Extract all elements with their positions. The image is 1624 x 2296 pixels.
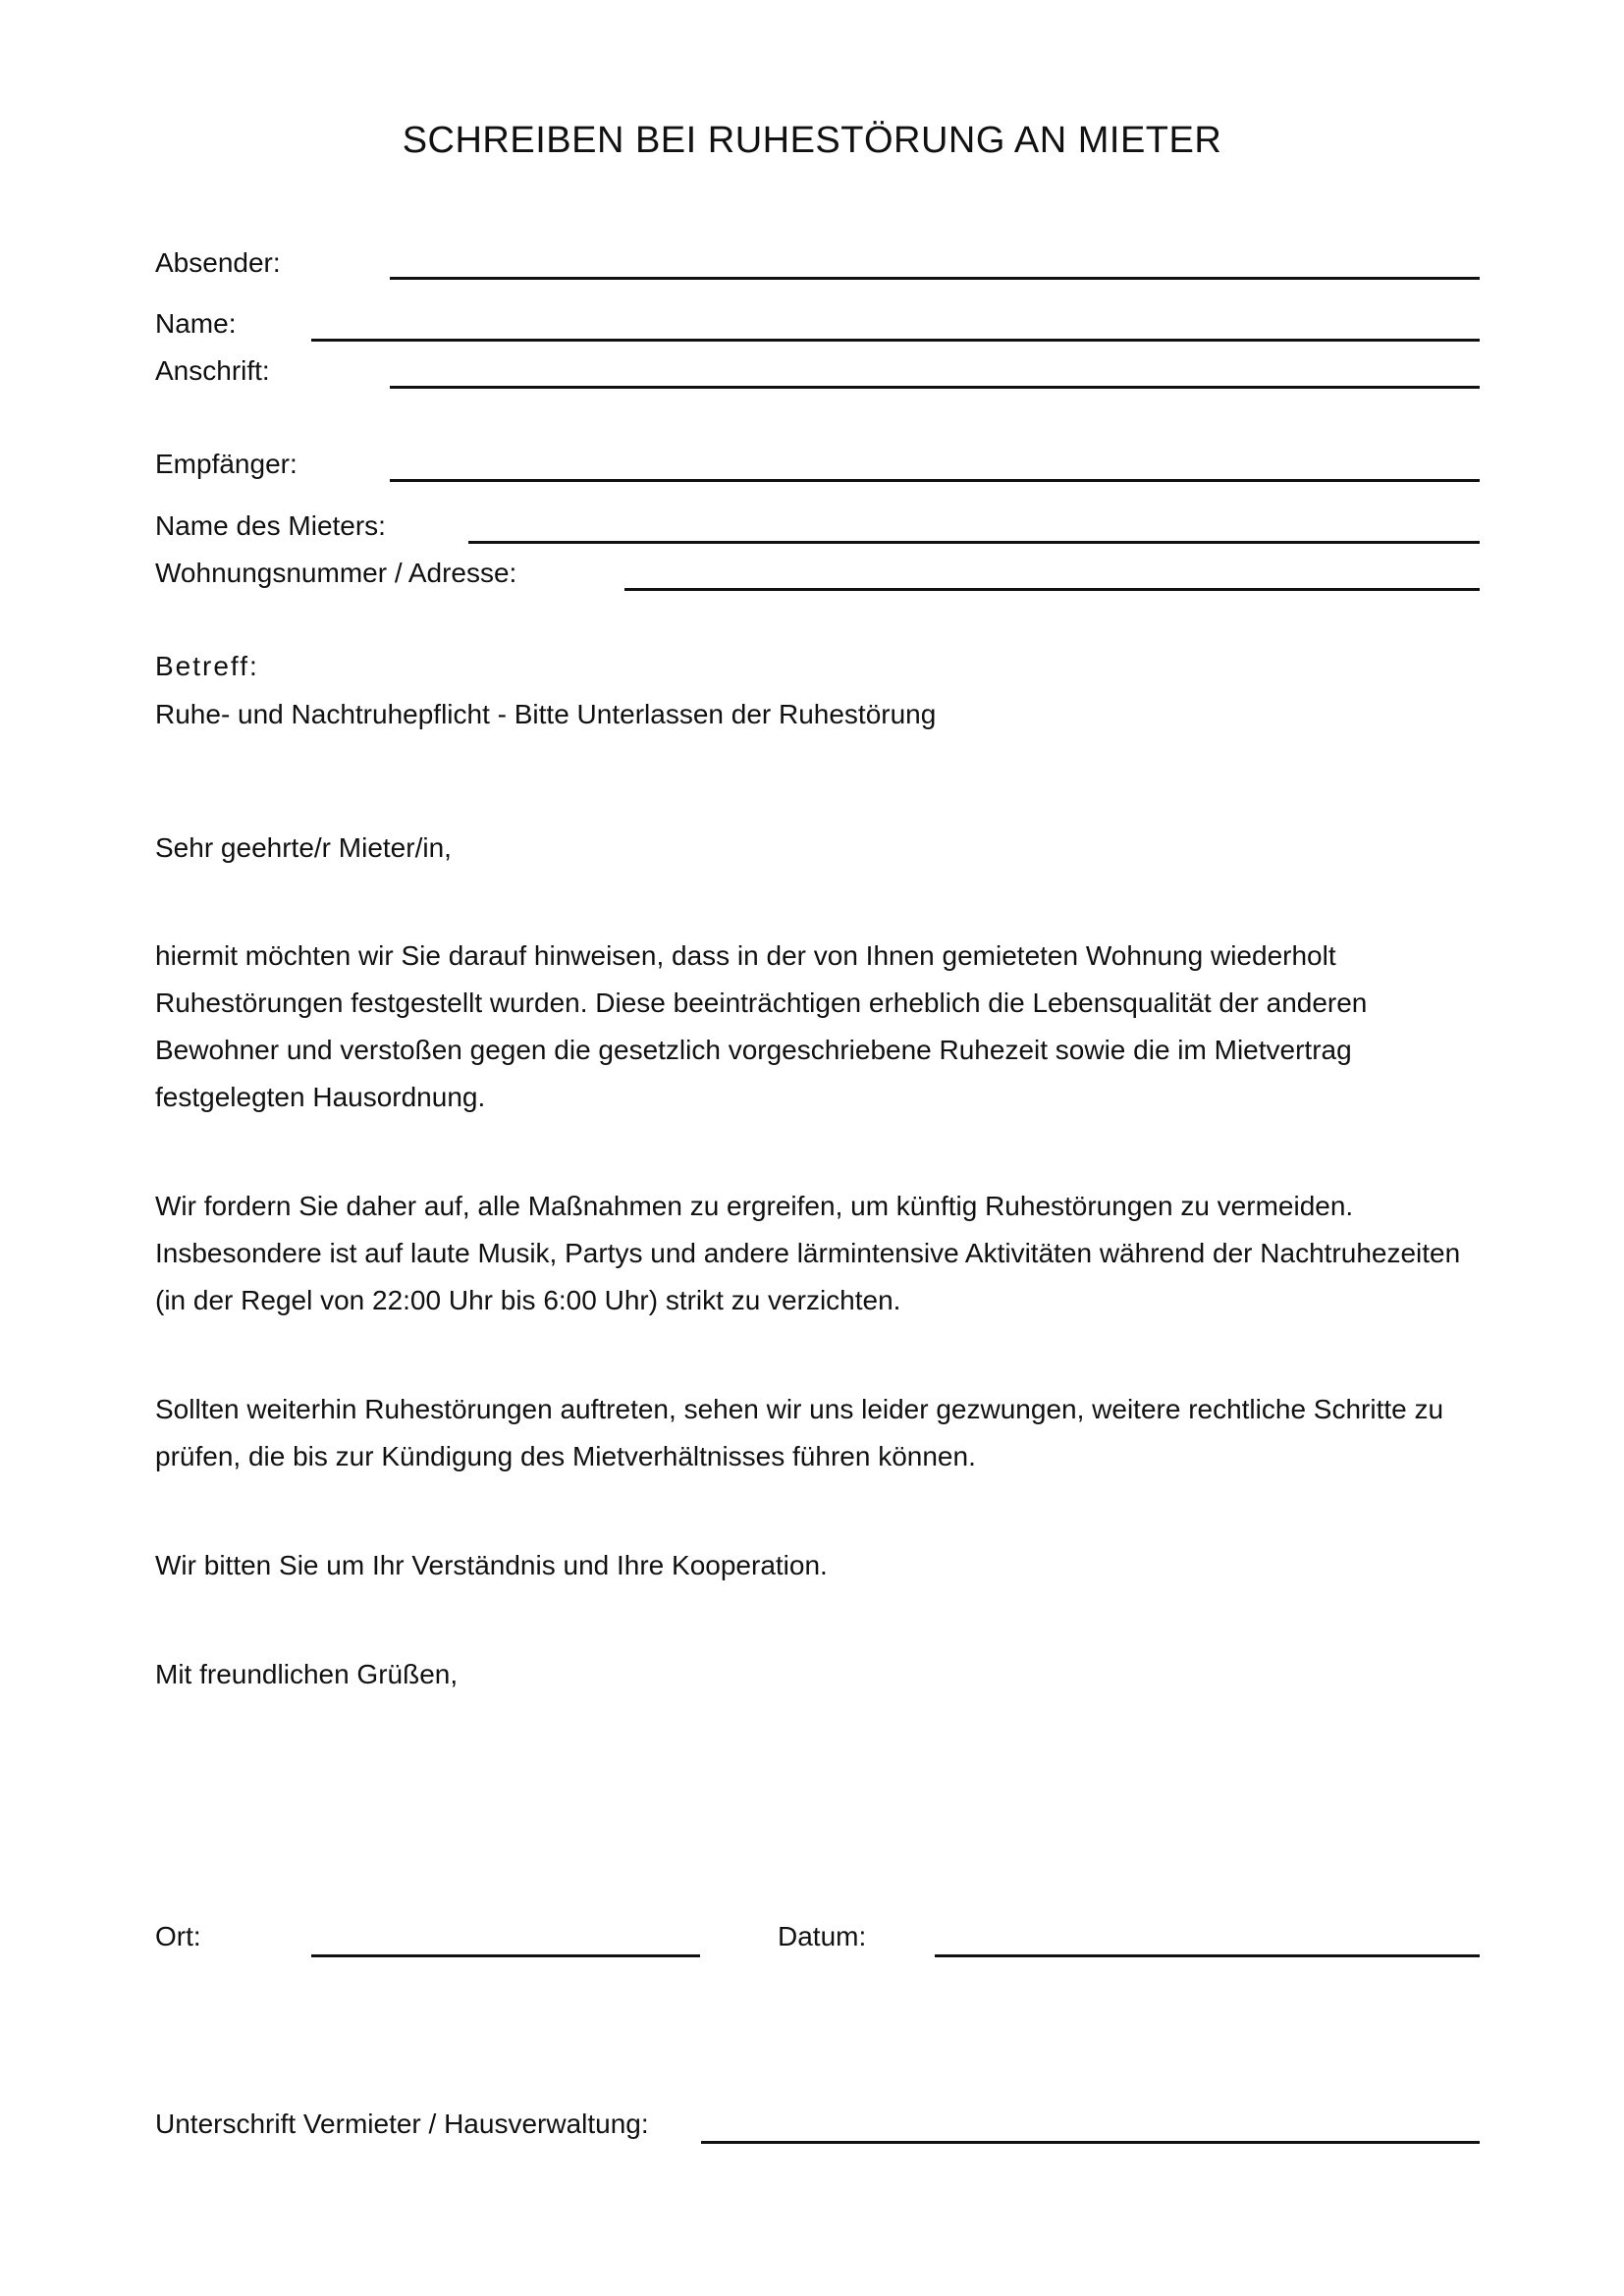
body-paragraph	[155, 1183, 1490, 1324]
paragraph-text: Wir bitten Sie um Ihr Verständnis und Ihre Kooperation.	[155, 1550, 828, 1580]
date-line[interactable]	[935, 1954, 1480, 1957]
tenant-name-line[interactable]	[468, 541, 1480, 544]
salutation: Sehr geehrte/r Mieter/in,	[155, 832, 452, 863]
sender-address-line[interactable]	[390, 386, 1480, 389]
body-paragraph	[155, 933, 1490, 1121]
sender-name-line[interactable]	[311, 339, 1480, 342]
sender-name-label: Name:	[155, 308, 237, 339]
paragraph-text: Sollten weiterhin Ruhestörungen auftreten, sehen wir uns leider gezwungen, weitere rechtliche Schritte zu prüfen, die bis zur Kündigung des Mietverhältnisses führen können.	[155, 1394, 1444, 1471]
date-label: Datum:	[778, 1921, 867, 1951]
body-paragraph	[155, 1542, 1490, 1589]
place-label: Ort:	[155, 1921, 201, 1951]
closing: Mit freundlichen Grüßen,	[155, 1659, 459, 1689]
subject-label: Betreff:	[155, 651, 259, 681]
tenant-name-label: Name des Mieters:	[155, 510, 386, 541]
body-paragraph	[155, 1386, 1490, 1480]
sender-heading: Absender:	[155, 247, 281, 278]
subject-text: Ruhe- und Nachtruhepflicht - Bitte Unterlassen der Ruhestörung	[155, 699, 937, 729]
sender-line[interactable]	[390, 277, 1480, 280]
paragraph-text: Wir fordern Sie daher auf, alle Maßnahmen zu ergreifen, um künftig Ruhestörungen zu vermeiden. Insbesondere ist auf laute Musik, Partys und andere lärmintensive Aktivitäten während der Nachtruhezeiten (in der Regel von 22:00 Uhr bis 6:00 Uhr) strikt zu verzichten.	[155, 1191, 1461, 1315]
sender-address-label: Anschrift:	[155, 355, 270, 386]
apartment-line[interactable]	[624, 588, 1480, 591]
place-line[interactable]	[311, 1954, 700, 1957]
signature-line[interactable]	[701, 2141, 1480, 2144]
document-title: SCHREIBEN BEI RUHESTÖRUNG AN MIETER	[402, 120, 1222, 161]
paragraph-text: hiermit möchten wir Sie darauf hinweisen, dass in der von Ihnen gemieteten Wohnung wiederholt Ruhestörungen festgestellt wurden. Diese beeinträchtigen erheblich die Lebensqualität der anderen Bewohner und verstoßen gegen die gesetzlich vorgeschriebene Ruhezeit sowie die im Mietvertrag festgelegten Hausordnung.	[155, 940, 1368, 1112]
recipient-heading: Empfänger:	[155, 449, 298, 479]
signature-label: Unterschrift Vermieter / Hausverwaltung:	[155, 2109, 649, 2139]
recipient-line[interactable]	[390, 479, 1480, 482]
apartment-label: Wohnungsnummer / Adresse:	[155, 558, 517, 588]
